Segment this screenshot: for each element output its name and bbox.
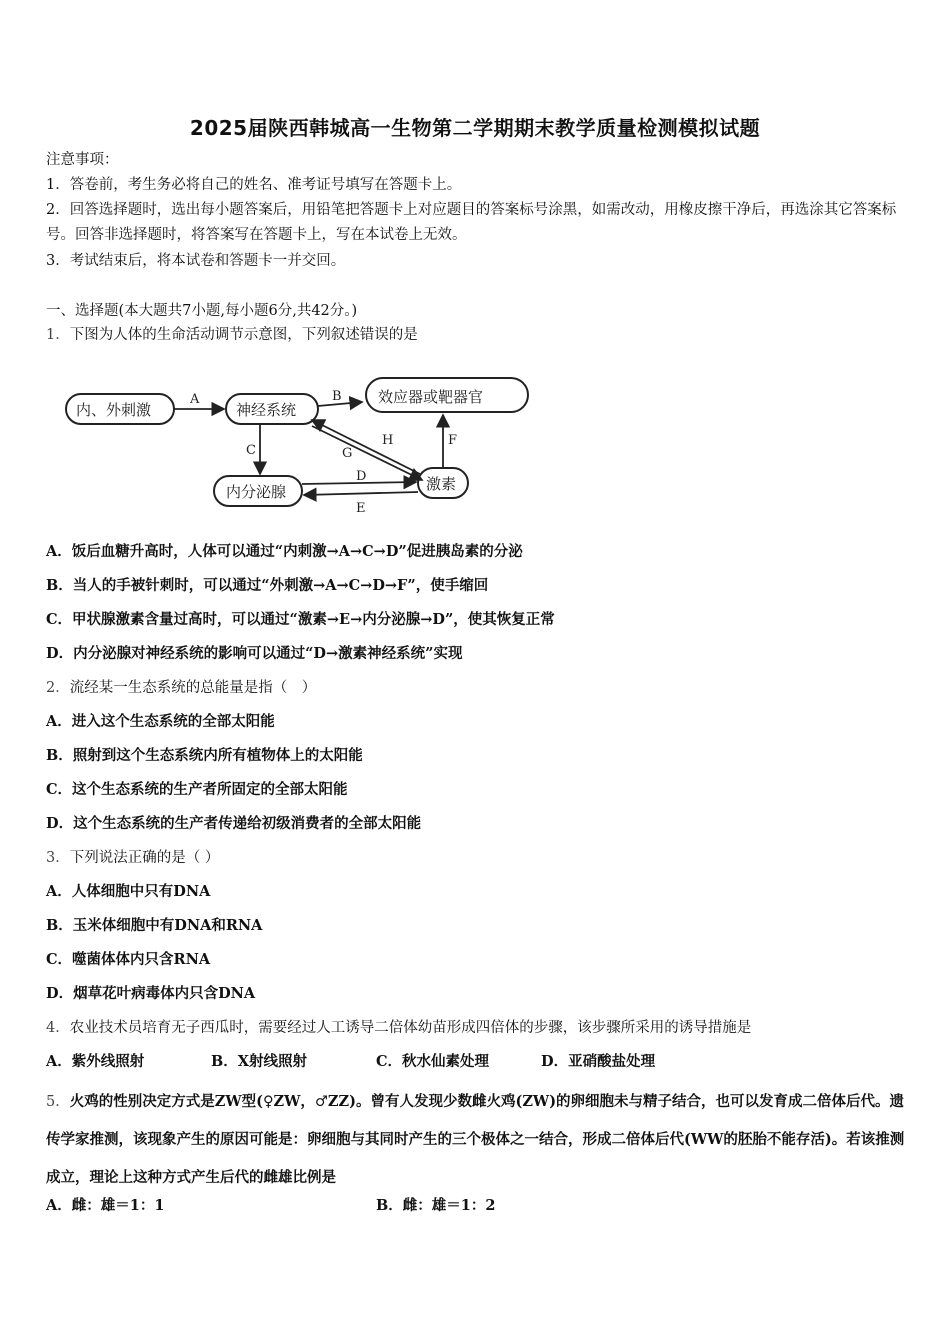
q3-option-a: A．人体细胞中只有DNA (46, 883, 211, 900)
notice-item-2: 2．回答选择题时，选出每小题答案后，用铅笔把答题卡上对应题目的答案标号涂黑，如需改动，用橡皮擦干净后，再选涂其它答案标号。回答非选择题时，将答案写在答题卡上，写在本试卷上无效。 (46, 202, 897, 243)
notice-item-1: 1．答卷前，考生务必将自己的姓名、准考证号填写在答题卡上。 (46, 177, 462, 193)
notice-item-3: 3．考试结束后，将本试卷和答题卡一并交回。 (46, 253, 346, 269)
question-number: 3． (46, 850, 70, 866)
question-stem: 下图为人体的生命活动调节示意图，下列叙述错误的是 (69, 327, 418, 343)
question-stem: 下列说法正确的是（ ） (69, 850, 220, 866)
arrow-label-d: D (356, 469, 367, 484)
arrow-label-h: H (382, 433, 394, 448)
q5-option-b: B．雌：雄＝1：2 (376, 1197, 496, 1214)
arrow-label-f: F (448, 433, 458, 448)
question-4 (46, 1021, 751, 1036)
q5-options (46, 1199, 495, 1214)
q4-options (46, 1055, 655, 1070)
question-number: 1． (46, 327, 70, 343)
page-title: 2025届陕西韩城高一生物第二学期期末教学质量检测模拟试题 (189, 116, 761, 140)
question-number: 5． (46, 1094, 70, 1110)
question-stem: 农业技术员培育无子西瓜时，需要经过人工诱导二倍体幼苗形成四倍体的步骤，该步骤所采用的诱导措施是 (69, 1020, 752, 1036)
q2-option-b: B．照射到这个生态系统内所有植物体上的太阳能 (46, 747, 363, 764)
q1-option-a: A．饭后血糖升高时，人体可以通过“内刺激→A→C→D”促进胰岛素的分泌 (46, 543, 523, 560)
arrow-label-g: G (342, 446, 353, 461)
q3-option-d: D．烟草花叶病毒体内只含DNA (46, 985, 256, 1002)
label-stimulus: 内、外刺激 (76, 401, 152, 419)
question-number: 4． (46, 1020, 70, 1036)
q1-option-c: C．甲状腺激素含量过高时，可以通过“激素→E→内分泌腺→D”，使其恢复正常 (46, 611, 555, 628)
question-3 (46, 851, 219, 866)
arrow-g (312, 420, 420, 474)
label-nervous: 神经系统 (236, 401, 297, 419)
q3-option-c: C．噬菌体体内只含RNA (46, 951, 211, 968)
arrow-label-b: B (332, 389, 342, 404)
label-hormone: 激素 (426, 475, 457, 493)
section-heading: 一、选择题(本大题共7小题,每小题6分,共42分。) (46, 303, 358, 319)
question-stem: 火鸡的性别决定方式是ZW型(♀ZW，♂ZZ)。曾有人发现少数雌火鸡(ZW)的卵细胞未与精子结合，也可以发育成二倍体后代。遗传学家推测，该现象产生的原因可能是：卵细胞与其同时产生的三个极体之一结合，形成二倍体后代(WW的胚胎不能存活)。若该推测成立，理论上这种方式产生后代的雌雄比例是 (46, 1093, 905, 1186)
q1-option-b: B．当人的手被针刺时，可以通过“外刺激→A→C→D→F”，使手缩回 (46, 577, 489, 594)
q4-option-d: D．亚硝酸盐处理 (541, 1053, 656, 1070)
q1-option-d: D．内分泌腺对神经系统的影响可以通过“D→激素神经系统”实现 (46, 645, 463, 662)
question-1 (46, 328, 418, 343)
question-stem: 流经某一生态系统的总能量是指（ ） (69, 680, 317, 696)
arrow-label-a: A (190, 392, 200, 407)
q2-option-a: A．进入这个生态系统的全部太阳能 (46, 713, 275, 730)
label-effector: 效应器或靶器官 (378, 388, 484, 406)
arrow-h (312, 426, 422, 480)
q2-option-d: D．这个生态系统的生产者传递给初级消费者的全部太阳能 (46, 815, 422, 832)
q4-option-b: B．X射线照射 (211, 1053, 308, 1070)
arrow-e (304, 492, 418, 495)
regulation-diagram (60, 370, 540, 520)
q2-option-c: C．这个生态系统的生产者所固定的全部太阳能 (46, 781, 348, 798)
arrow-label-e: E (356, 501, 366, 516)
question-2 (46, 681, 316, 696)
q5-option-a: A．雌：雄＝1：1 (46, 1197, 165, 1214)
q4-option-a: A．紫外线照射 (46, 1053, 145, 1070)
question-5 (46, 1083, 908, 1197)
q3-option-b: B．玉米体细胞中有DNA和RNA (46, 917, 263, 934)
question-number: 2． (46, 680, 70, 696)
label-endocrine: 内分泌腺 (226, 483, 287, 501)
notice-heading: 注意事项： (46, 152, 119, 168)
arrow-label-c: C (246, 443, 256, 458)
q4-option-c: C．秋水仙素处理 (376, 1053, 490, 1070)
